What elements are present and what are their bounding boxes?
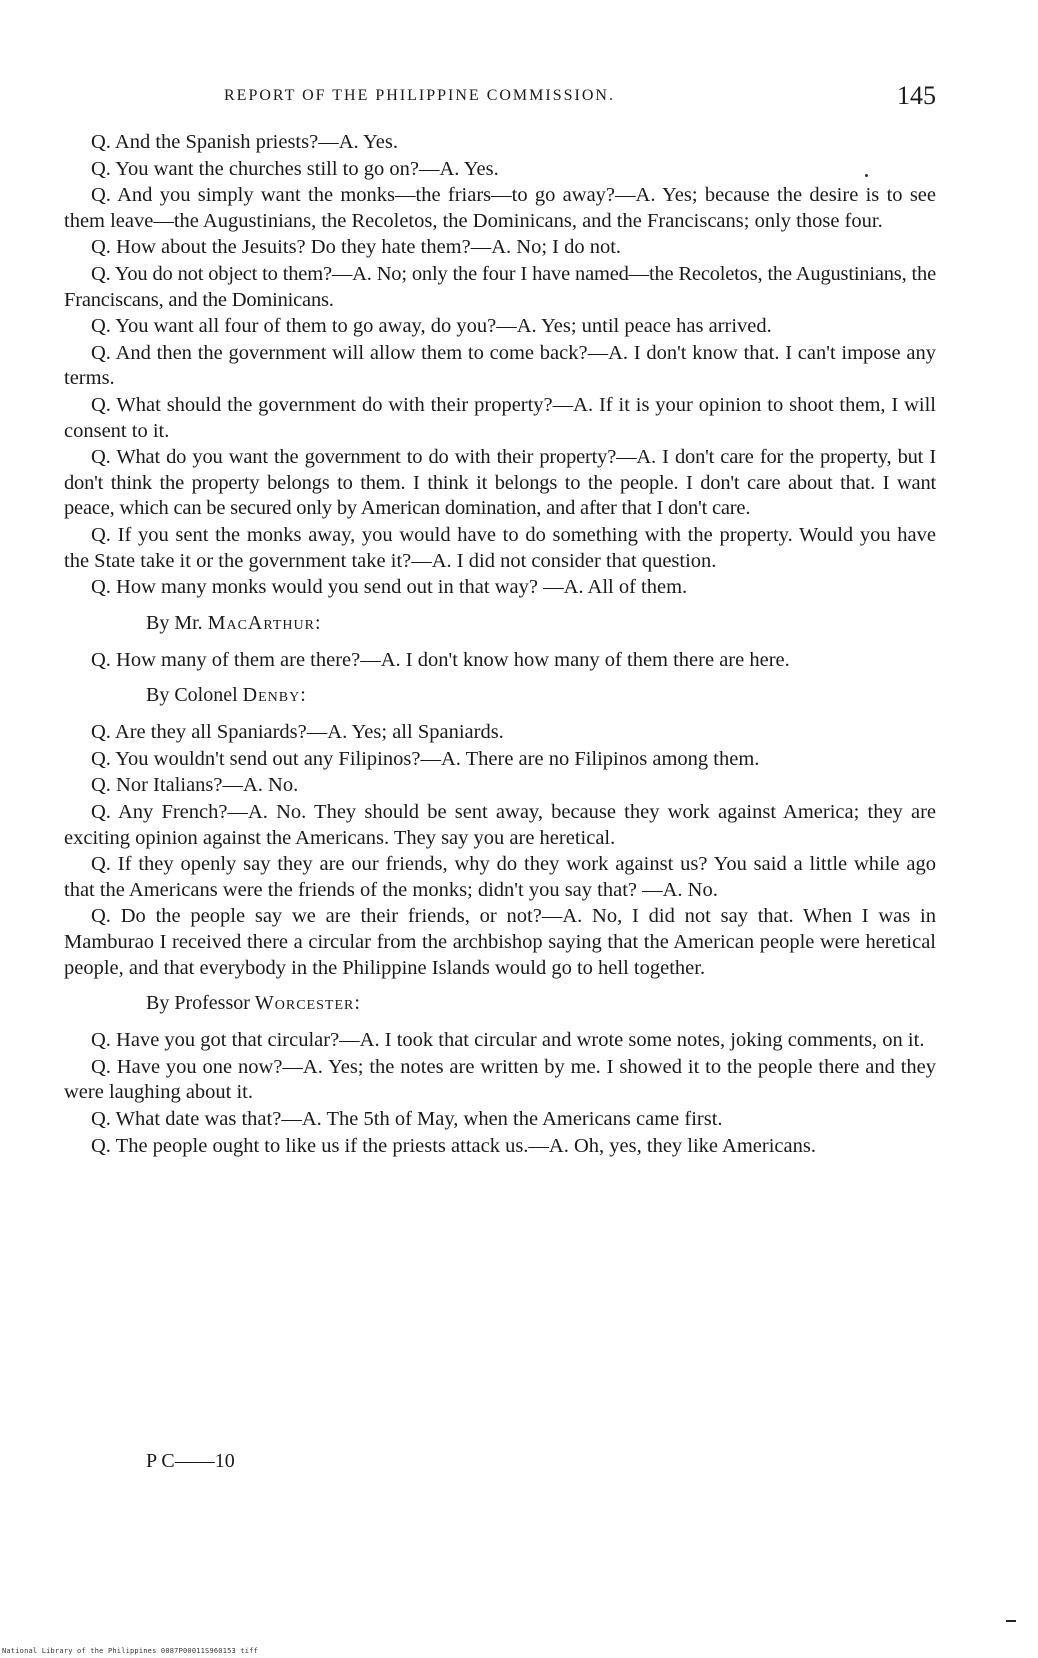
- qa-paragraph: Q. If you sent the monks away, you would have to do something with the property. Would you have the State take it or the government take it?—A. I did not consider that question.: [64, 523, 936, 572]
- qa-paragraph: Q. The people ought to like us if the priests attack us.—A. Oh, yes, they like Americans.: [91, 1134, 816, 1157]
- page-number: 145: [897, 81, 936, 110]
- qa-paragraph: Q. And you simply want the monks—the friars—to go away?—A. Yes; because the desire is to see them leave—the Augustinians, the Recoletos, the Dominicans, and the Franciscans; only those four.: [64, 184, 936, 232]
- qa-paragraph: Q. How many of them are there?—A. I don't know how many of them there are here.: [91, 648, 790, 671]
- running-head: [64, 81, 936, 115]
- qa-paragraph: Q. Are they all Spaniards?—A. Yes; all Spaniards.: [91, 721, 504, 744]
- qa-paragraph: Q. What date was that?—A. The 5th of May, when the Americans came first.: [91, 1108, 723, 1130]
- document-page: [64, 0, 936, 1658]
- qa-paragraph: Q. What do you want the government to do with their property?—A. I don't care for the property, but I don't think the property belongs to them. I think it belongs to the people. I don't care about that. I want peace, which can be secured only by American domination, and after that I don't care.: [64, 446, 936, 520]
- body-text: [64, 130, 936, 1160]
- qa-paragraph: Q. You do not object to them?—A. No; only the four I have named—the Recoletos, the Augustinians, the Franciscans, and the Dominicans.: [64, 262, 936, 311]
- speaker-heading-worcester: [146, 991, 936, 1016]
- qa-paragraph: Q. Have you got that circular?—A. I took that circular and wrote some notes, joking comments, on it.: [91, 1029, 925, 1052]
- speaker-heading-denby: [146, 683, 936, 708]
- speaker-prefix: By Colonel: [146, 684, 238, 707]
- scan-edge-mark: [1006, 1620, 1016, 1622]
- signature-mark: P C——10: [146, 1450, 235, 1472]
- speaker-heading-macarthur: [146, 611, 936, 636]
- qa-paragraph: Q. What should the government do with their property?—A. If it is your opinion to shoot them, I will consent to it.: [64, 393, 936, 442]
- qa-paragraph: Q. Nor Italians?—A. No.: [91, 774, 299, 797]
- speaker-prefix: By Mr.: [146, 611, 203, 634]
- qa-paragraph: Q. If they openly say they are our friends, why do they work against us? You said a little while ago that the Americans were the friends of the monks; didn't you say that? —A. No.: [64, 853, 936, 901]
- scan-credit: National Library of the Philippines 0087P00011S960153 tiff: [2, 1647, 259, 1655]
- speaker-name: MacArthur:: [207, 611, 322, 634]
- qa-paragraph: Q. And then the government will allow them to come back?—A. I don't know that. I can't impose any terms.: [64, 341, 936, 390]
- qa-paragraph: Q. And the Spanish priests?—A. Yes.: [91, 131, 398, 153]
- qa-paragraph: Q. You want all four of them to go away, do you?—A. Yes; until peace has arrived.: [91, 315, 772, 338]
- qa-paragraph: Q. How many monks would you send out in that way? —A. All of them.: [91, 576, 688, 599]
- qa-paragraph: Q. You want the churches still to go on?—A. Yes.: [91, 157, 499, 180]
- qa-paragraph: Q. You wouldn't send out any Filipinos?—A. There are no Filipinos among them.: [91, 747, 760, 770]
- speaker-name: Denby:: [242, 684, 307, 707]
- qa-paragraph: Q. How about the Jesuits? Do they hate them?—A. No; I do not.: [91, 236, 622, 259]
- qa-paragraph: Q. Have you one now?—A. Yes; the notes are written by me. I showed it to the people there and they were laughing about it.: [64, 1055, 936, 1104]
- qa-paragraph: Q. Do the people say we are their friends, or not?—A. No, I did not say that. When I was in Mamburao I received there a circular from the archbishop saying that the American people were heretical people, and that everybody in the Philippine Islands would go to hell together.: [64, 905, 936, 979]
- running-title: REPORT OF THE PHILIPPINE COMMISSION.: [224, 87, 615, 104]
- speaker-name: Worcester:: [254, 992, 361, 1015]
- speaker-prefix: By Professor: [146, 992, 250, 1015]
- qa-paragraph: Q. Any French?—A. No. They should be sent away, because they work against America; they are exciting opinion against the Americans. They say you are heretical.: [64, 801, 936, 849]
